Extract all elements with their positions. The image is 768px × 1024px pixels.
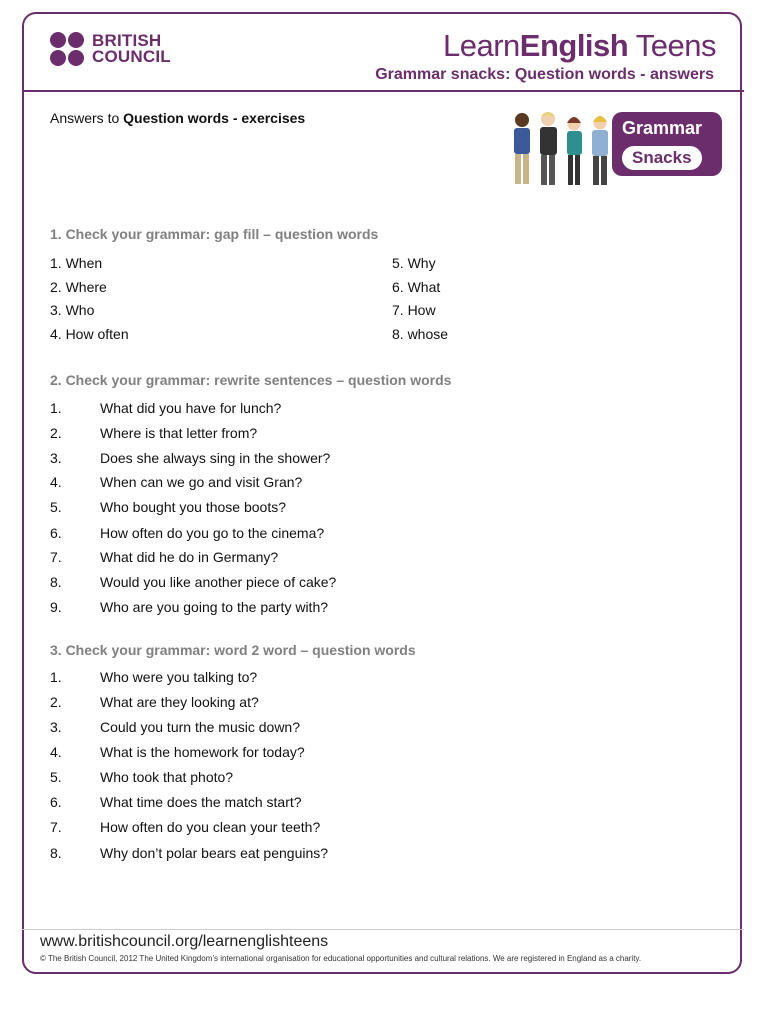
teen-figure — [592, 116, 608, 185]
intro-bold: Question words - exercises — [123, 110, 306, 126]
item-text: When can we go and visit Gran? — [100, 474, 303, 490]
gap-answer: 1. When — [50, 255, 103, 271]
item-text: What did you have for lunch? — [100, 400, 282, 416]
gap-answer: 4. How often — [50, 326, 129, 342]
item-text: What is the homework for today? — [100, 744, 305, 760]
footer-divider — [22, 929, 744, 930]
logo-dots-icon — [50, 32, 86, 66]
footer-url[interactable]: www.britishcouncil.org/learnenglishteens — [40, 933, 329, 950]
gap-answer: 6. What — [392, 279, 441, 295]
brand-light: Learn — [442, 28, 520, 63]
brand-tail: Teens — [628, 28, 716, 63]
item-text: What did he do in Germany? — [100, 549, 279, 565]
item-text: Who bought you those boots? — [100, 499, 287, 515]
section3-title: 3. Check your grammar: word 2 word – question words — [50, 642, 416, 658]
badge-line1: Grammar — [622, 118, 703, 138]
item-text: Does she always sing in the shower? — [100, 450, 331, 466]
item-text: How often do you clean your teeth? — [100, 819, 321, 835]
section1-title: 1. Check your grammar: gap fill – question words — [50, 226, 379, 242]
item-text: Where is that letter from? — [100, 425, 258, 441]
british-council-logo — [50, 32, 171, 66]
item-number: 6. — [50, 525, 62, 541]
item-text: How often do you go to the cinema? — [100, 525, 325, 541]
item-number: 1. — [50, 669, 62, 685]
grammar-snacks-badge — [612, 112, 722, 176]
item-text: Who were you talking to? — [100, 669, 258, 685]
item-number: 3. — [50, 719, 62, 735]
badge-line2: Snacks — [622, 146, 702, 170]
section2-title: 2. Check your grammar: rewrite sentences – question words — [50, 372, 452, 388]
item-number: 8. — [50, 574, 62, 590]
item-number: 5. — [50, 499, 62, 515]
logo-line1: BRITISH — [92, 31, 162, 50]
item-text: What time does the match start? — [100, 794, 302, 810]
item-number: 3. — [50, 450, 62, 466]
logo-line2: COUNCIL — [92, 47, 171, 66]
item-text: Who took that photo? — [100, 769, 234, 785]
item-number: 9. — [50, 599, 62, 615]
brand-title — [443, 28, 716, 64]
gap-answer: 2. Where — [50, 279, 107, 295]
item-number: 5. — [50, 769, 62, 785]
item-number: 4. — [50, 474, 62, 490]
item-text: What are they looking at? — [100, 694, 259, 710]
item-number: 7. — [50, 819, 62, 835]
gap-answer: 5. Why — [392, 255, 436, 271]
item-text: Why don’t polar bears eat penguins? — [100, 845, 329, 861]
copyright-text: © The British Council, 2012 The United Kingdom’s international organisation for educational opportunities and cultural relations. We are registered in England as a charity. — [40, 954, 642, 963]
teens-illustration — [506, 108, 618, 194]
brand-bold: English — [519, 28, 629, 63]
item-number: 4. — [50, 744, 62, 760]
page-subtitle: Grammar snacks: Question words - answers — [375, 66, 714, 83]
teen-figure — [540, 112, 557, 185]
header-divider — [22, 90, 744, 92]
item-text: Could you turn the music down? — [100, 719, 300, 735]
teen-figure — [567, 117, 582, 185]
item-number: 1. — [50, 400, 62, 416]
intro-prefix: Answers to — [50, 110, 124, 126]
item-text: Who are you going to the party with? — [100, 599, 329, 615]
intro-text — [50, 110, 305, 126]
item-number: 2. — [50, 425, 62, 441]
teen-figure — [514, 113, 530, 184]
item-number: 8. — [50, 845, 62, 861]
item-number: 7. — [50, 549, 62, 565]
gap-answer: 7. How — [392, 302, 436, 318]
gap-answer: 8. whose — [392, 326, 449, 342]
item-number: 6. — [50, 794, 62, 810]
item-number: 2. — [50, 694, 62, 710]
item-text: Would you like another piece of cake? — [100, 574, 337, 590]
gap-answer: 3. Who — [50, 302, 95, 318]
